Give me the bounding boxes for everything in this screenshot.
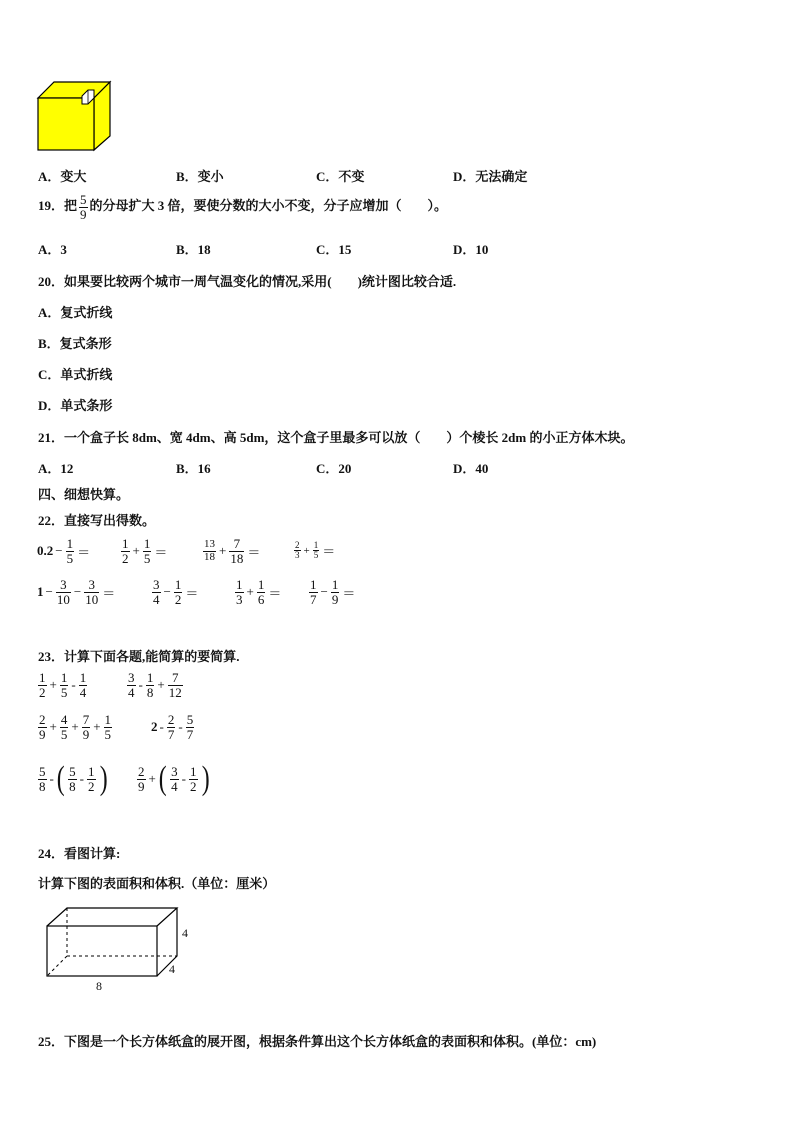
q18-option-d: D．无法确定 (453, 169, 528, 184)
q22-expr-3 (201, 537, 261, 565)
q23-c1-den1: 2 (39, 684, 46, 700)
q23-c3-op3: + (93, 719, 101, 735)
q23-c1-den3: 4 (79, 684, 87, 700)
q22-expr-4 (292, 541, 336, 561)
q23-calc-2 (125, 671, 185, 699)
q18-option-a: A．变大 (38, 169, 87, 184)
q22-e6-den1: 4 (153, 591, 160, 607)
q23-c3-num1: 2 (39, 712, 46, 727)
q19-question (38, 193, 447, 221)
q23-c6-op2: - (181, 771, 187, 786)
q22-e7-den2: 6 (257, 591, 265, 607)
q22-e3-den1: 18 (204, 550, 215, 563)
q22-e3-op: + (219, 543, 227, 559)
q23-calc-3 (36, 713, 114, 741)
q22-e8-eq: ＝ (342, 585, 356, 601)
q22-e6-num1: 3 (153, 577, 160, 592)
q22-expr-2 (119, 537, 168, 565)
q23-c6-op1: + (148, 771, 156, 786)
q22-e7-op: + (246, 584, 254, 600)
q23-c5-den2: 8 (69, 778, 76, 794)
q19-frac-den: 9 (80, 206, 87, 222)
section-heading: 四、细想快算。 (38, 487, 130, 502)
q23-c2-den3: 12 (168, 684, 182, 700)
cuboid-width-label: 4 (169, 962, 175, 976)
q23-calc-5 (36, 762, 109, 796)
q21-option-c: C．20 (316, 461, 352, 476)
q22-e2-num2: 1 (143, 536, 151, 551)
q20-option-a: A．复式折线 (38, 305, 113, 320)
q25-question: 25．下图是一个长方体纸盒的展开图，根据条件算出这个长方体纸盒的表面积和体积。(单位：cm) (38, 1034, 597, 1049)
q23-c3-num2: 4 (60, 712, 68, 727)
q23-calc-1 (36, 671, 89, 699)
q23-c3-den3: 9 (82, 726, 90, 742)
q22-e8-den2: 9 (331, 591, 339, 607)
q23-c3-num3: 7 (82, 712, 90, 727)
q23-c3-den2: 5 (60, 726, 68, 742)
q22-e2-den2: 5 (143, 550, 151, 566)
q23-c5-num2: 5 (69, 763, 76, 779)
q22-e6-op: − (163, 584, 171, 600)
q22-e7-num1: 1 (236, 577, 243, 592)
q23-c6-rparen: ) (201, 760, 210, 797)
q23-calc-6 (135, 762, 211, 796)
q22-e1-eq: ＝ (77, 544, 91, 560)
q22-e7-num2: 1 (257, 577, 265, 592)
cuboid-figure (40, 902, 200, 994)
q22-e7-eq: ＝ (268, 585, 282, 601)
q23-c1-op2: - (71, 677, 76, 693)
q22-e5-op1: − (45, 584, 53, 600)
q22-e4-den2: 5 (313, 550, 319, 561)
q22-e4-num1: 2 (295, 540, 300, 550)
q21-option-a: A．12 (38, 461, 74, 476)
q23-c3-den4: 5 (104, 726, 112, 742)
q19-fraction (79, 193, 88, 221)
q23-c2-op2: + (157, 677, 165, 693)
q23-c4-num2: 5 (186, 712, 194, 727)
q22-expr-6 (150, 578, 199, 606)
q18-option-b: B．变小 (176, 169, 224, 184)
q22-expr-7 (233, 578, 282, 606)
q23-c3-op1: + (49, 719, 57, 735)
q22-e2-num1: 1 (122, 536, 129, 551)
q23-c5-den3: 2 (88, 778, 95, 794)
q23-c2-den2: 8 (146, 684, 154, 700)
q22-e1-den: 5 (66, 550, 74, 566)
q23-c5-rparen: ) (99, 760, 108, 797)
q22-e1-op: − (55, 543, 63, 559)
q22-e3-num2: 7 (229, 537, 244, 552)
q22-e5-num1: 3 (56, 578, 71, 593)
q19-option-b: B．18 (176, 242, 211, 257)
q21-option-d: D．40 (453, 461, 489, 476)
q23-c1-num3: 1 (79, 670, 87, 685)
q22-title: 22．直接写出得数。 (38, 513, 156, 528)
q22-e4-op: + (303, 544, 310, 557)
q20-question: 20．如果要比较两个城市一周气温变化的情况,采用( )统计图比较合适. (38, 274, 457, 289)
q23-c4-den1: 7 (167, 726, 175, 742)
q22-e8-op: − (320, 584, 328, 600)
q23-c3-den1: 9 (39, 726, 46, 742)
q23-c3-op2: + (71, 719, 79, 735)
q19-pre: 把 (64, 198, 78, 214)
cuboid-length-label: 8 (96, 979, 102, 993)
q22-e1-num: 1 (66, 536, 74, 551)
q21-option-b: B．16 (176, 461, 211, 476)
q22-e4-num2: 1 (313, 540, 319, 550)
q23-c4-op2: - (178, 719, 183, 735)
q18-option-c: C．不变 (316, 169, 365, 184)
q23-c6-num2: 3 (171, 763, 178, 779)
q22-e5-op2: − (73, 584, 82, 600)
q22-e3-num1: 13 (204, 538, 215, 551)
q22-e3-eq: ＝ (247, 544, 261, 560)
q23-c1-op1: + (49, 677, 57, 693)
q22-e2-eq: ＝ (154, 544, 168, 560)
q22-e5-eq: ＝ (102, 585, 116, 601)
q23-calc-4 (150, 713, 196, 741)
q24-subtitle: 计算下图的表面积和体积.（单位：厘米） (38, 876, 276, 891)
q23-c5-op1: - (49, 771, 54, 786)
q23-c5-lparen: ( (56, 760, 65, 797)
q22-e6-num2: 1 (174, 577, 182, 592)
q20-option-b: B．复式条形 (38, 336, 112, 351)
q23-c2-num2: 1 (146, 670, 154, 685)
q23-c3-num4: 1 (104, 712, 112, 727)
q19-option-a: A．3 (38, 242, 67, 257)
q22-e6-den2: 2 (174, 591, 182, 607)
q22-e1-lead: 0.2 (37, 543, 54, 559)
q23-c5-num3: 1 (88, 763, 95, 779)
q23-c2-num3: 7 (168, 671, 183, 686)
q22-e5-den2: 10 (85, 591, 99, 607)
q22-expr-8 (307, 578, 356, 606)
q22-e2-op: + (132, 543, 140, 559)
q22-expr-5 (36, 578, 116, 606)
cuboid-height-label: 4 (182, 926, 188, 940)
q23-c4-num1: 2 (167, 712, 175, 727)
q20-option-c: C．单式折线 (38, 367, 113, 382)
q22-e5-num2: 3 (84, 578, 99, 593)
q21-question: 21．一个盒子长 8dm、宽 4dm、高 5dm，这个盒子里最多可以放（ ）个棱长 2dm 的小正方体木块。 (38, 430, 634, 445)
q23-c6-lparen: ( (158, 760, 167, 797)
q22-e4-den1: 3 (295, 550, 300, 561)
q22-e8-num2: 1 (331, 577, 339, 592)
q22-expr-1 (36, 537, 91, 565)
q23-c6-den1: 9 (138, 778, 145, 794)
q22-e5-lead: 1 (37, 584, 44, 600)
q23-c6-den2: 4 (171, 778, 178, 794)
q19-option-c: C．15 (316, 242, 352, 257)
q22-e3-den2: 18 (230, 550, 244, 566)
q24-title: 24．看图计算: (38, 846, 121, 861)
q23-c1-den2: 5 (60, 684, 68, 700)
q23-c1-num1: 1 (39, 670, 46, 685)
q23-c6-num3: 1 (190, 763, 197, 779)
q22-e2-den1: 2 (122, 550, 129, 566)
q23-c6-den3: 2 (190, 778, 197, 794)
q23-c1-num2: 1 (60, 670, 68, 685)
q23-c5-num1: 5 (39, 763, 46, 779)
q23-c4-lead: 2 (151, 719, 158, 735)
q23-c2-op1: - (138, 677, 143, 693)
q19-frac-num: 5 (80, 192, 87, 207)
q22-e8-num1: 1 (310, 577, 317, 592)
q22-e8-den1: 7 (310, 591, 317, 607)
q23-c2-num1: 3 (128, 670, 135, 685)
q23-c2-den1: 4 (128, 684, 135, 700)
q23-title: 23．计算下面各题,能简算的要简算. (38, 649, 240, 664)
q22-e4-eq: ＝ (322, 544, 336, 560)
q23-c5-op2: - (79, 771, 85, 786)
q22-e5-den1: 10 (56, 591, 70, 607)
q22-e7-den1: 3 (236, 591, 243, 607)
q22-e6-eq: ＝ (185, 585, 199, 601)
q23-c4-den2: 7 (186, 726, 194, 742)
q23-c4-op1: - (159, 719, 164, 735)
q23-c5-den1: 8 (39, 778, 46, 794)
q20-option-d: D．单式条形 (38, 398, 113, 413)
q19-option-d: D．10 (453, 242, 489, 257)
cube-figure (36, 80, 112, 152)
q19-number: 19． (38, 198, 65, 214)
q19-post: 的分母扩大 3 倍，要使分数的大小不变，分子应增加（ ）。 (89, 198, 448, 214)
q23-c6-num1: 2 (138, 763, 145, 779)
